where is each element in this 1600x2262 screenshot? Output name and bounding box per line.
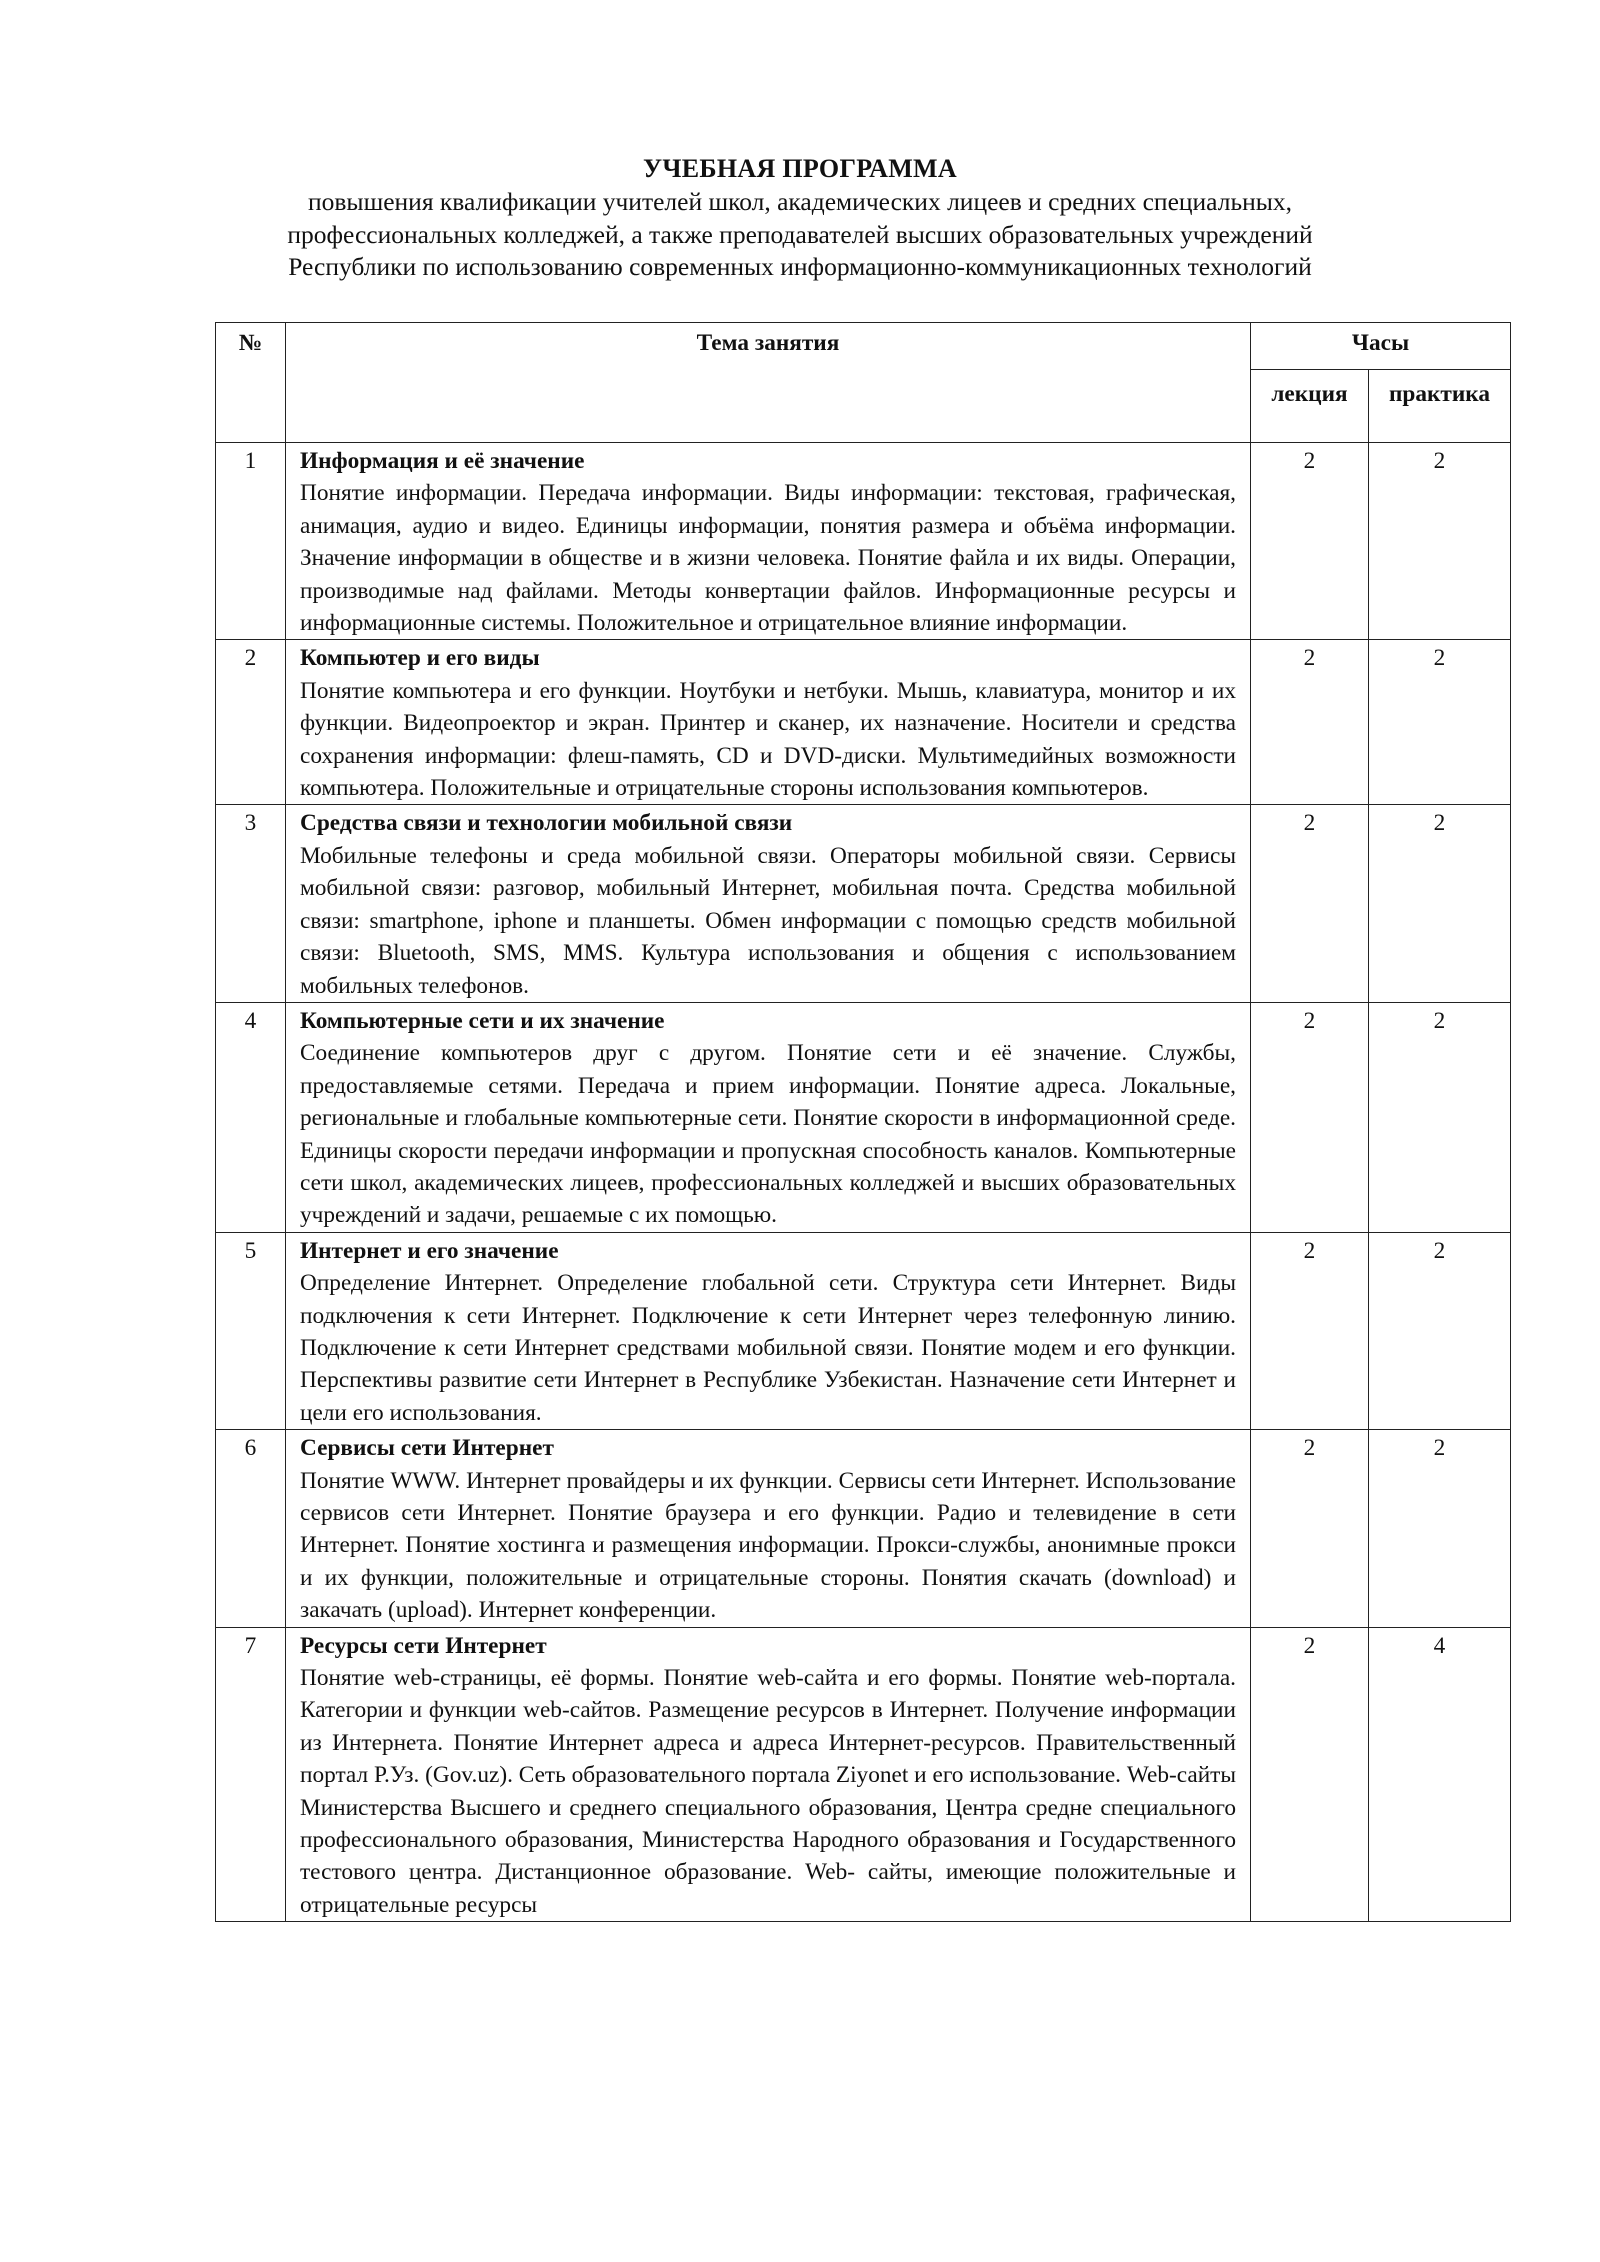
row-number: 3 <box>216 805 286 1002</box>
subtitle-line: повышения квалификации учителей школ, академических лицеев и средних специальных, <box>308 187 1292 216</box>
lecture-hours: 2 <box>1251 1627 1369 1922</box>
subtitle-line: профессиональных колледжей, а также преподавателей высших образовательных учреждений <box>287 219 1313 249</box>
column-header-hours: Часы <box>1251 323 1511 370</box>
topic-description: Понятие WWW. Интернет провайдеры и их функции. Сервисы сети Интернет. Использование сервисов сети Интернет. Понятие браузера и его функции. Радио и телевидение в сети Интернет. Понятие хостинга и размещения информации. Прокси-службы, анонимные прокси и их функции, положительные и отрицательные стороны. Понятия скачать (download) и закачать (upload). Интернет конференции. <box>300 1467 1236 1624</box>
topic-title: Средства связи и технологии мобильной связи <box>300 810 793 837</box>
topic-description: Мобильные телефоны и среда мобильной связи. Операторы мобильной связи. Сервисы мобильной связи: разговор, мобильный Интернет, мобильная почта. Средства мобильной связи: smartphone, iphone и планшеты. Обмен информации с помощью средств мобильной связи: Bluetooth, SMS, MMS. Культура использования и общения с использованием мобильных телефонов. <box>300 842 1236 999</box>
table-row <box>216 1232 1511 1429</box>
row-topic <box>286 443 1251 640</box>
lecture-hours: 2 <box>1251 805 1369 1002</box>
table-row <box>216 1627 1511 1922</box>
lecture-hours: 2 <box>1251 443 1369 640</box>
subtitle-line: Республики по использованию современных информационно-коммуникационных технологий <box>288 252 1312 281</box>
topic-description: Соединение компьютеров друг с другом. Понятие сети и её значение. Службы, предоставляемые сетями. Передача и прием информации. Понятие адреса. Локальные, региональные и глобальные компьютерные сети. Понятие скорости в информационной среде. Единицы скорости передачи информации и пропускная способность каналов. Компьютерные сети школ, академических лицеев, профессиональных колледжей и высших образовательных учреждений и задачи, решаемые с их помощью. <box>300 1040 1236 1229</box>
topic-title: Интернет и его значение <box>300 1237 559 1264</box>
lecture-hours: 2 <box>1251 1430 1369 1627</box>
table-row <box>216 640 1511 805</box>
topic-title: Компьютерные сети и их значение <box>300 1007 665 1034</box>
topic-title: Ресурсы сети Интернет <box>300 1632 547 1659</box>
column-header-number: № <box>216 323 286 443</box>
practice-hours: 2 <box>1369 1002 1511 1232</box>
topic-title: Сервисы сети Интернет <box>300 1435 554 1462</box>
topic-title: Информация и её значение <box>300 448 585 474</box>
row-topic <box>286 1430 1251 1627</box>
row-topic <box>286 805 1251 1002</box>
program-table <box>215 322 1511 1922</box>
column-header-practice: практика <box>1369 370 1511 443</box>
row-topic <box>286 1232 1251 1429</box>
practice-hours: 2 <box>1369 805 1511 1002</box>
row-topic <box>286 1627 1251 1922</box>
row-number: 5 <box>216 1232 286 1429</box>
table-row <box>216 443 1511 640</box>
table-row <box>216 805 1511 1002</box>
topic-description: Определение Интернет. Определение глобальной сети. Структура сети Интернет. Виды подключения к сети Интернет. Подключение к сети Интернет через телефонную линию. Подключение к сети Интернет средствами мобильной связи. Понятие модем и его функции. Перспективы развитие сети Интернет в Республике Узбекистан. Назначение сети Интернет и цели его использования. <box>300 1270 1236 1426</box>
row-topic <box>286 640 1251 805</box>
row-number: 4 <box>216 1002 286 1232</box>
topic-description: Понятие web-страницы, её формы. Понятие web-сайта и его формы. Понятие web-портала. Категории и функции web-сайтов. Размещение ресурсов в Интернет. Получение информации из Интернета. Понятие Интернет адреса и адреса Интернет-ресурсов. Правительственный портал Р.Уз. (Gov.uz). Сеть образовательного портала Ziyonet и его использование. Web-сайты Министерства Высшего и среднего специального образования, Центра средне специального профессионального образования, Министерства Народного образования и Государственного тестового центра. Дистанционное образование. Web- сайты, имеющие положительные и отрицательные ресурсы <box>300 1665 1236 1918</box>
practice-hours: 2 <box>1369 1232 1511 1429</box>
practice-hours: 2 <box>1369 443 1511 640</box>
practice-hours: 4 <box>1369 1627 1511 1922</box>
practice-hours: 2 <box>1369 1430 1511 1627</box>
row-number: 1 <box>216 443 286 640</box>
practice-hours: 2 <box>1369 640 1511 805</box>
topic-description: Понятие компьютера и его функции. Ноутбуки и нетбуки. Мышь, клавиатура, монитор и их функции. Видеопроектор и экран. Принтер и сканер, их назначение. Носители и средства сохранения информации: флеш-память, CD и DVD-диски. Мультимедийных возможности компьютера. Положительные и отрицательные стороны использования компьютеров. <box>300 677 1236 802</box>
document-title: УЧЕБНАЯ ПРОГРАММА <box>643 154 957 183</box>
lecture-hours: 2 <box>1251 1232 1369 1429</box>
table-row <box>216 1002 1511 1232</box>
table-row <box>216 1430 1511 1627</box>
topic-title: Компьютер и его виды <box>300 645 540 672</box>
row-number: 6 <box>216 1430 286 1627</box>
row-number: 7 <box>216 1627 286 1922</box>
column-header-topic: Тема занятия <box>286 323 1251 443</box>
column-header-lecture: лекция <box>1251 370 1369 443</box>
lecture-hours: 2 <box>1251 1002 1369 1232</box>
lecture-hours: 2 <box>1251 640 1369 805</box>
topic-description: Понятие информации. Передача информации. Виды информации: текстовая, графическая, анимация, аудио и видео. Единицы информации, понятия размера и объёма информации. Значение информации в обществе и в жизни человека. Понятие файла и их виды. Операции, производимые над файлами. Методы конвертации файлов. Информационные ресурсы и информационные системы. Положительное и отрицательное влияние информации. <box>300 480 1236 637</box>
row-number: 2 <box>216 640 286 805</box>
row-topic <box>286 1002 1251 1232</box>
document-header <box>0 152 1600 284</box>
